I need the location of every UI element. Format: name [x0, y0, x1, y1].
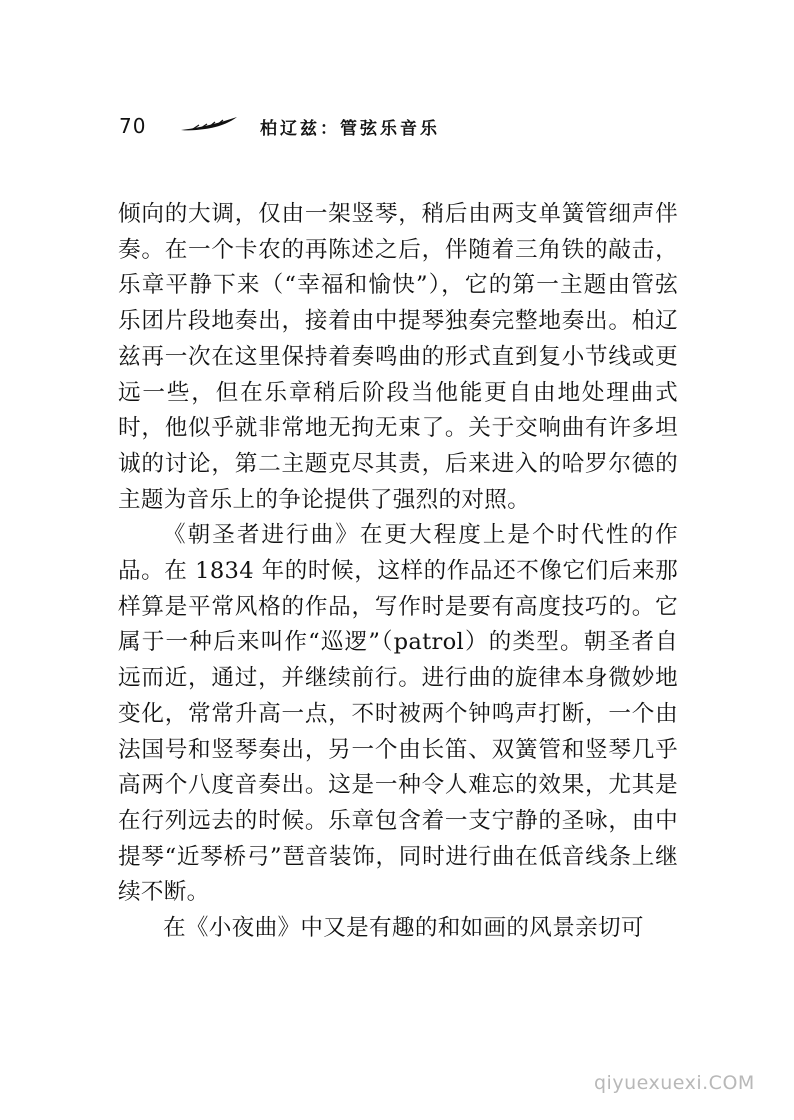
watermark: qiyuexuexi.COM — [594, 1072, 755, 1094]
page-header — [119, 110, 599, 144]
paragraph: 在《小夜曲》中又是有趣的和如画的风景亲切可 — [163, 915, 644, 942]
paragraph: 《朝圣者进行曲》在更大程度上是个时代性的作品。在 1834 年的时候，这样的作品还不像它们后来那样算是平常风格的作品，写作时是要有高度技巧的。它属于一种后来叫作“巡逻”（patrol）的类型。朝圣者自远而近，通过，并继续前行。进行曲的旋律本身微妙地变化，常常升高一点，不时被两个钟鸣声打断，一个由法国号和竖琴奏出，另一个由长笛、双簧管和竖琴几乎高两个八度音奏出。这是一种令人难忘的效果，尤其是在行列远去的时候。乐章包含着一支宁静的圣咏，由中提琴“近琴桥弓”琶音装饰，同时进行曲在低音线条上继续不断。 — [118, 522, 678, 906]
body-text — [118, 197, 678, 947]
page-number: 70 — [119, 114, 147, 138]
quill-pen-icon — [179, 114, 241, 134]
running-title: 柏辽兹：管弦乐音乐 — [260, 119, 440, 139]
paragraph: 倾向的大调，仅由一架竖琴，稍后由两支单簧管细声伴奏。在一个卡农的再陈述之后，伴随着三角铁的敲击，乐章平静下来（“幸福和愉快”），它的第一主题由管弦乐团片段地奏出，接着由中提琴独奏完整地奏出。柏辽兹再一次在这里保持着奏鸣曲的形式直到复小节线或更远一些，但在乐章稍后阶段当他能更自由地处理曲式时，他似乎就非常地无拘无束了。关于交响曲有许多坦诚的讨论，第二主题克尽其责，后来进入的哈罗尔德的主题为音乐上的争论提供了强烈的对照。 — [118, 201, 678, 513]
